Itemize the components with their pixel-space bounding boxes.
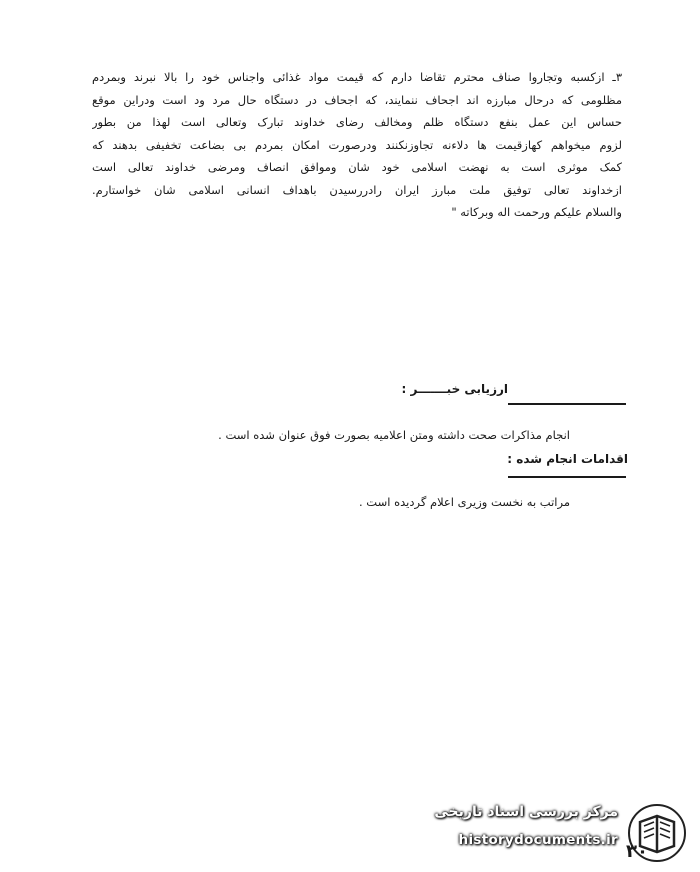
closing-mark: " bbox=[451, 205, 457, 219]
watermark bbox=[402, 802, 692, 864]
body-line: کمک موثری است به نهضت اسلامی خود شان وموافق انصاف ومرضی خداوند تعالی است bbox=[92, 160, 622, 174]
evaluation-heading: ارزیابی خبـــــــر : bbox=[401, 382, 508, 396]
body-line: ۳ـ ازکسبه وتجاروا صناف محترم تقاضا دارم که قیمت مواد غذائی واجناس خود را بالا نبرند وبمردم bbox=[92, 70, 622, 84]
body-paragraph bbox=[92, 66, 622, 224]
evaluation-text: انجام مذاکرات صحت داشته ومتن اعلامیه بصورت فوق عنوان شده است . bbox=[218, 428, 570, 442]
body-line: حساس این عمل بنفع دستگاه ظلم ومخالف رضای خداوند تبارک وتعالی است لهذا من بطور bbox=[92, 115, 622, 129]
watermark-title: مرکز بررسی اسناد تاریخی bbox=[434, 804, 618, 820]
body-line: ازخداوند تعالی توفیق ملت مبارز ایران رادررسیدن باهداف انسانی اسلامی شان خواستارم. bbox=[92, 182, 622, 197]
actions-text: مراتب به نخست وزیری اعلام گردیده است . bbox=[359, 495, 570, 509]
actions-underline bbox=[508, 476, 626, 478]
actions-heading: اقدامات انجام شده : bbox=[507, 452, 628, 466]
body-line: مظلومی که درحال مبارزه اند اجحاف ننمایند، که اجحاف در دستگاه حال مرد ود است ودراین موقع bbox=[92, 92, 622, 107]
page-number: ۳۰ bbox=[626, 841, 648, 862]
watermark-url: historydocuments.ir bbox=[458, 832, 618, 848]
closing-salutation bbox=[92, 201, 622, 224]
closing-salutation-text: والسلام علیکم ورحمت اله وبرکاته bbox=[460, 205, 622, 219]
body-line: لزوم میخواهم کهازقیمت ها دلاءنه تجاوزنکنند ودرصورت امکان بمردم بی بضاعت تخفیفی بدهند که bbox=[92, 137, 622, 152]
evaluation-underline bbox=[508, 403, 626, 405]
